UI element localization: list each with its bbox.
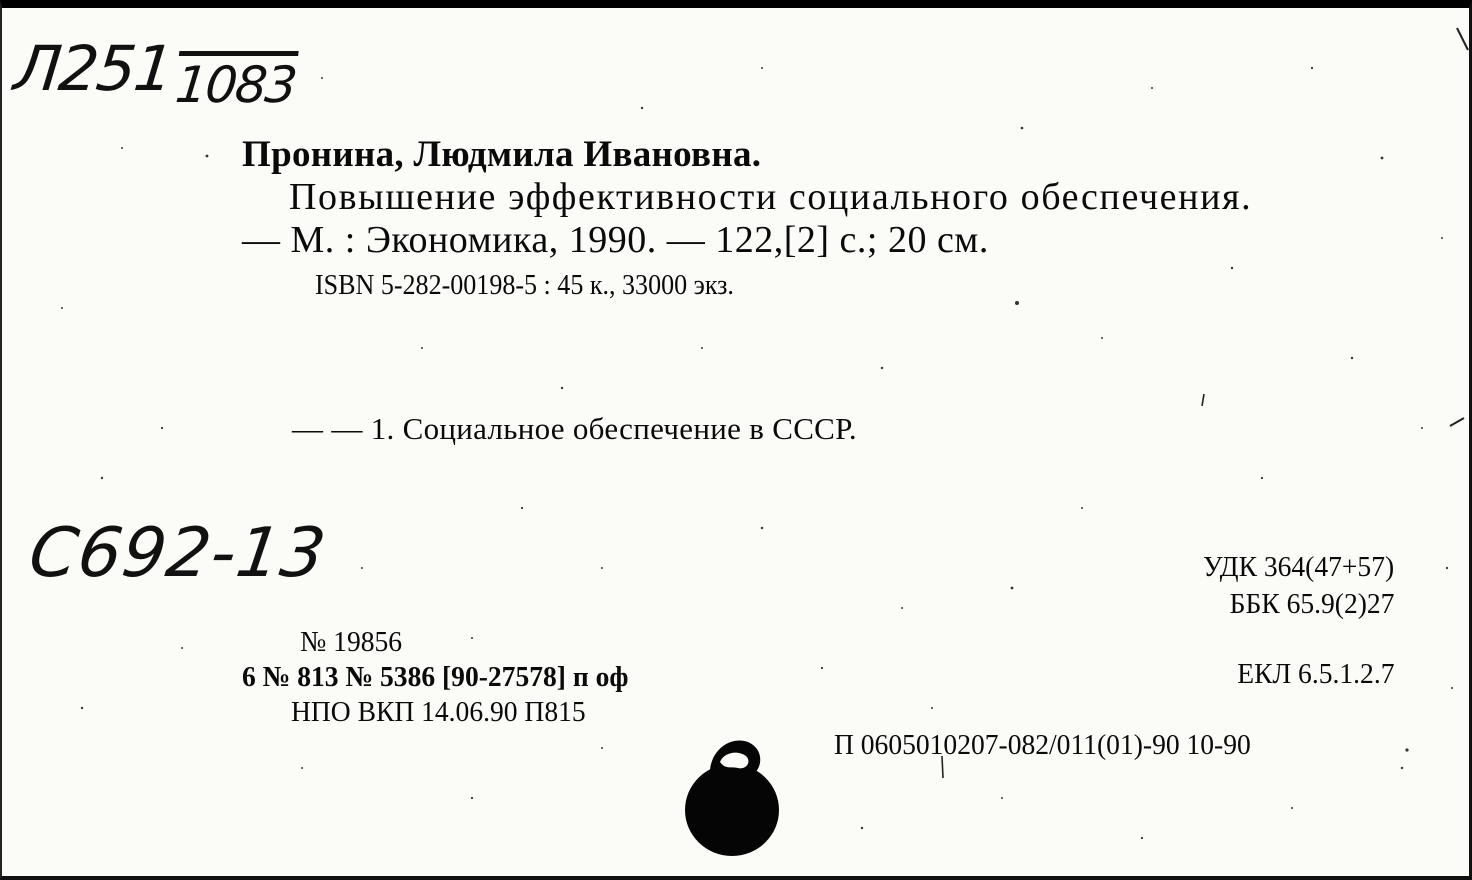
print-info: 6 № 813 № 5386 [90-27578] п оф (242, 661, 629, 693)
publisher-code: П 0605010207-082/011(01)-90 10-90 (834, 729, 1251, 761)
ekl-code: ЕКЛ 6.5.1.2.7 (1236, 658, 1394, 690)
author-name: Пронина, Людмила Ивановна. (242, 134, 762, 175)
imprint-line: — М. : Экономика, 1990. — 122,[2] с.; 20 см. (242, 219, 989, 261)
npo-info: НПО ВКП 14.06.90 П815 (291, 696, 586, 728)
punch-hole-icon (682, 728, 782, 858)
subject-heading: — — 1. Социальное обеспечение в СССР. (292, 411, 857, 446)
book-title: Повышение эффективности социального обеспечения. (289, 176, 1253, 218)
handwritten-shelf-mark (10, 32, 300, 114)
shelf-mark-main: Л251 (10, 32, 176, 105)
shelf-mark-fraction: 1083 (172, 56, 299, 114)
order-number: № 19856 (300, 626, 403, 658)
isbn-line: ISBN 5-282-00198-5 : 45 к., 33000 экз. (315, 270, 734, 301)
bbk-code: ББК 65.9(2)27 (1229, 588, 1394, 620)
handwritten-call-number: С692-13 (24, 514, 331, 593)
udk-code: УДК 364(47+57) (1202, 551, 1394, 583)
